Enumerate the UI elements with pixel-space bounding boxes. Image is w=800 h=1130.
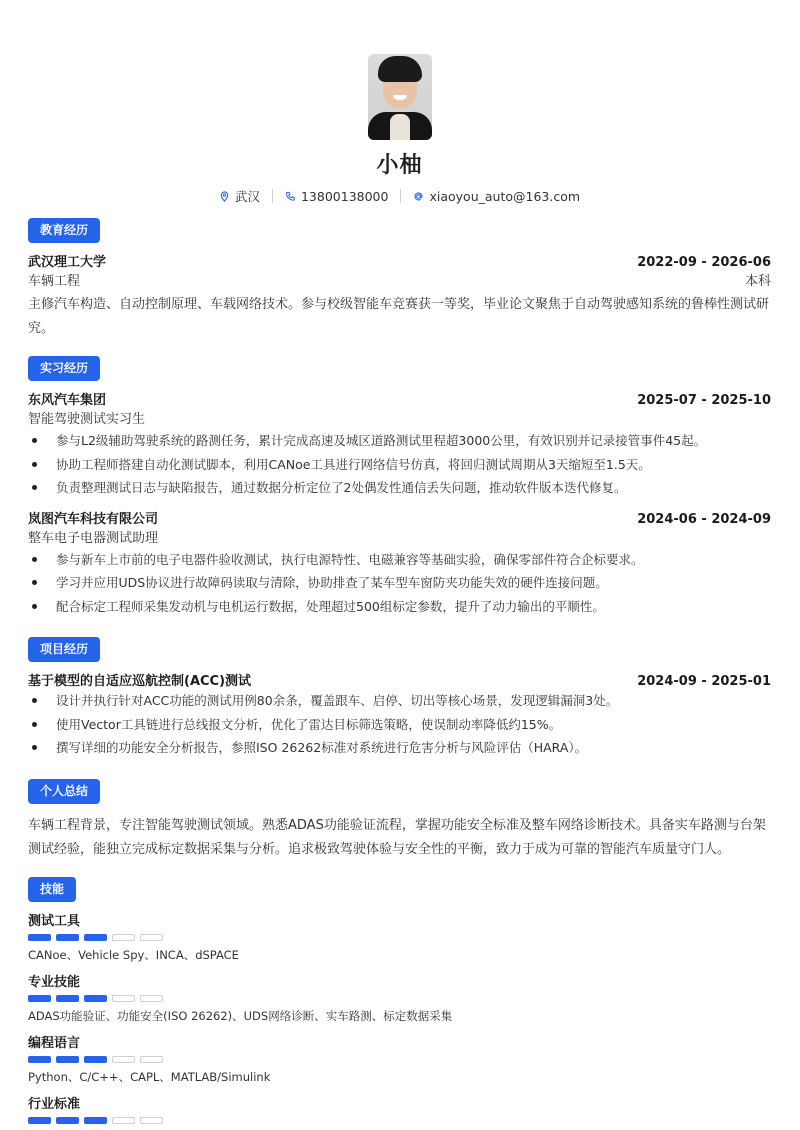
- level-bar-filled: [84, 995, 107, 1002]
- major: 车辆工程: [28, 274, 81, 289]
- email-icon: [413, 191, 424, 202]
- level-bar-filled: [56, 1056, 79, 1063]
- level-bar-empty: [112, 934, 135, 941]
- level-bar-filled: [28, 995, 51, 1002]
- level-bar-filled: [56, 934, 79, 941]
- skill-level-bars: [28, 934, 771, 941]
- bullet-item: 撰写详细的功能安全分析报告，参照ISO 26262标准对系统进行危害分析与风险评估（HARA）。: [28, 736, 771, 760]
- resume-page: [28, 0, 771, 1112]
- education-date: 2022-09 - 2026-06: [637, 255, 771, 270]
- level-bar-filled: [28, 934, 51, 941]
- project-name: 基于模型的自适应巡航控制(ACC)测试: [28, 674, 252, 689]
- role: 智能驾驶测试实习生: [28, 412, 146, 427]
- level-bar-empty: [112, 1117, 135, 1124]
- skill-description: ADAS功能验证、功能安全(ISO 26262)、UDS网络诊断、实车路测、标定数据采集: [28, 1009, 453, 1023]
- bullet-item: 参与L2级辅助驾驶系统的路测任务，累计完成高速及城区道路测试里程超3000公里，有效识别并记录接管事件45起。: [28, 429, 771, 453]
- contact-info: [28, 187, 771, 205]
- contact-phone: [285, 189, 388, 204]
- company-name: 东风汽车集团: [28, 393, 107, 408]
- internship-date: 2025-07 - 2025-10: [637, 393, 771, 408]
- level-bar-filled: [56, 995, 79, 1002]
- level-bar-empty: [140, 1056, 163, 1063]
- bullet-list: [28, 689, 771, 760]
- divider: [400, 189, 401, 203]
- section-internships: [28, 356, 771, 618]
- section-badge-summary: 个人总结: [28, 779, 100, 804]
- bullet-item: 学习并应用UDS协议进行故障码读取与清除，协助排查了某车型车窗防夹功能失效的硬件连接问题。: [28, 571, 771, 595]
- education-item: [28, 251, 771, 341]
- skill-name: 行业标准: [28, 1097, 81, 1112]
- skill-name: 测试工具: [28, 914, 81, 929]
- skill-item: [28, 1032, 771, 1085]
- bullet-list: [28, 548, 771, 619]
- section-badge-skills: 技能: [28, 877, 76, 902]
- level-bar-empty: [140, 995, 163, 1002]
- skill-description: Python、C/C++、CAPL、MATLAB/Simulink: [28, 1070, 271, 1084]
- bullet-item: 使用Vector工具链进行总线报文分析，优化了雷达目标筛选策略，使误制动率降低约15%。: [28, 713, 771, 737]
- bullet-item: 设计并执行针对ACC功能的测试用例80余条，覆盖跟车、启停、切出等核心场景，发现逻辑漏洞3处。: [28, 689, 771, 713]
- location-text: 武汉: [234, 189, 260, 204]
- level-bar-empty: [140, 934, 163, 941]
- company-name: 岚图汽车科技有限公司: [28, 511, 159, 527]
- internship-item: [28, 508, 771, 619]
- skill-level-bars: [28, 1056, 771, 1063]
- bullet-item: 配合标定工程师采集发动机与电机运行数据，处理超过500组标定参数，提升了动力输出的平顺性。: [28, 595, 771, 619]
- level-bar-filled: [56, 1117, 79, 1124]
- level-bar-empty: [112, 995, 135, 1002]
- phone-text: 13800138000: [300, 188, 389, 204]
- level-bar-filled: [84, 1117, 107, 1124]
- role: 整车电子电器测试助理: [28, 530, 159, 546]
- skill-level-bars: [28, 1117, 771, 1124]
- section-summary: [28, 779, 771, 862]
- internship-date: 2024-06 - 2024-09: [637, 511, 771, 527]
- section-badge-education: 教育经历: [28, 218, 100, 243]
- profile-photo: [368, 54, 432, 140]
- phone-icon: [285, 191, 296, 202]
- project-item: [28, 670, 771, 760]
- skill-item: [28, 1093, 771, 1124]
- skill-name: 编程语言: [28, 1036, 81, 1051]
- degree: 本科: [744, 274, 771, 289]
- skill-item: [28, 971, 771, 1024]
- divider: [272, 189, 273, 203]
- skill-name: 专业技能: [28, 975, 81, 990]
- section-projects: [28, 637, 771, 760]
- skill-level-bars: [28, 995, 771, 1002]
- contact-location: [219, 187, 260, 205]
- level-bar-filled: [28, 1117, 51, 1124]
- section-education: [28, 218, 771, 341]
- bullet-item: 负责整理测试日志与缺陷报告，通过数据分析定位了2处偶发性通信丢失问题，推动软件版本迭代修复。: [28, 476, 771, 500]
- internship-item: [28, 389, 771, 500]
- skill-item: [28, 910, 771, 963]
- school-name: 武汉理工大学: [28, 255, 107, 270]
- resume-header: [28, 0, 771, 205]
- level-bar-filled: [28, 1056, 51, 1063]
- project-date: 2024-09 - 2025-01: [637, 674, 771, 689]
- bullet-item: 协助工程师搭建自动化测试脚本，利用CANoe工具进行网络信号仿真，将回归测试周期从3天缩短至1.5天。: [28, 453, 771, 477]
- section-skills: [28, 877, 771, 1130]
- section-badge-projects: 项目经历: [28, 637, 100, 662]
- section-badge-internships: 实习经历: [28, 356, 100, 381]
- skill-description: CANoe、Vehicle Spy、INCA、dSPACE: [28, 948, 239, 962]
- location-icon: [219, 191, 230, 202]
- level-bar-empty: [140, 1117, 163, 1124]
- level-bar-empty: [112, 1056, 135, 1063]
- summary-text: 车辆工程背景，专注智能驾驶测试领域。熟悉ADAS功能验证流程，掌握功能安全标准及整车网络诊断技术。具备实车路测与台架测试经验，能独立完成标定数据采集与分析。追求极致驾驶体验与安全性的平衡，致力于成为可靠的智能汽车质量守门人。: [28, 818, 766, 857]
- level-bar-filled: [84, 1056, 107, 1063]
- education-description: 主修汽车构造、自动控制原理、车载网络技术。参与校级智能车竞赛获一等奖，毕业论文聚焦于自动驾驶感知系统的鲁棒性测试研究。: [28, 297, 770, 336]
- bullet-item: 参与新车上市前的电子电器件验收测试，执行电源特性、电磁兼容等基础实验，确保零部件符合企标要求。: [28, 548, 771, 572]
- candidate-name: 小柚: [376, 153, 423, 178]
- contact-email[interactable]: [413, 189, 580, 204]
- email-text[interactable]: xiaoyou_auto@163.com: [429, 188, 581, 204]
- bullet-list: [28, 429, 771, 500]
- level-bar-filled: [84, 934, 107, 941]
